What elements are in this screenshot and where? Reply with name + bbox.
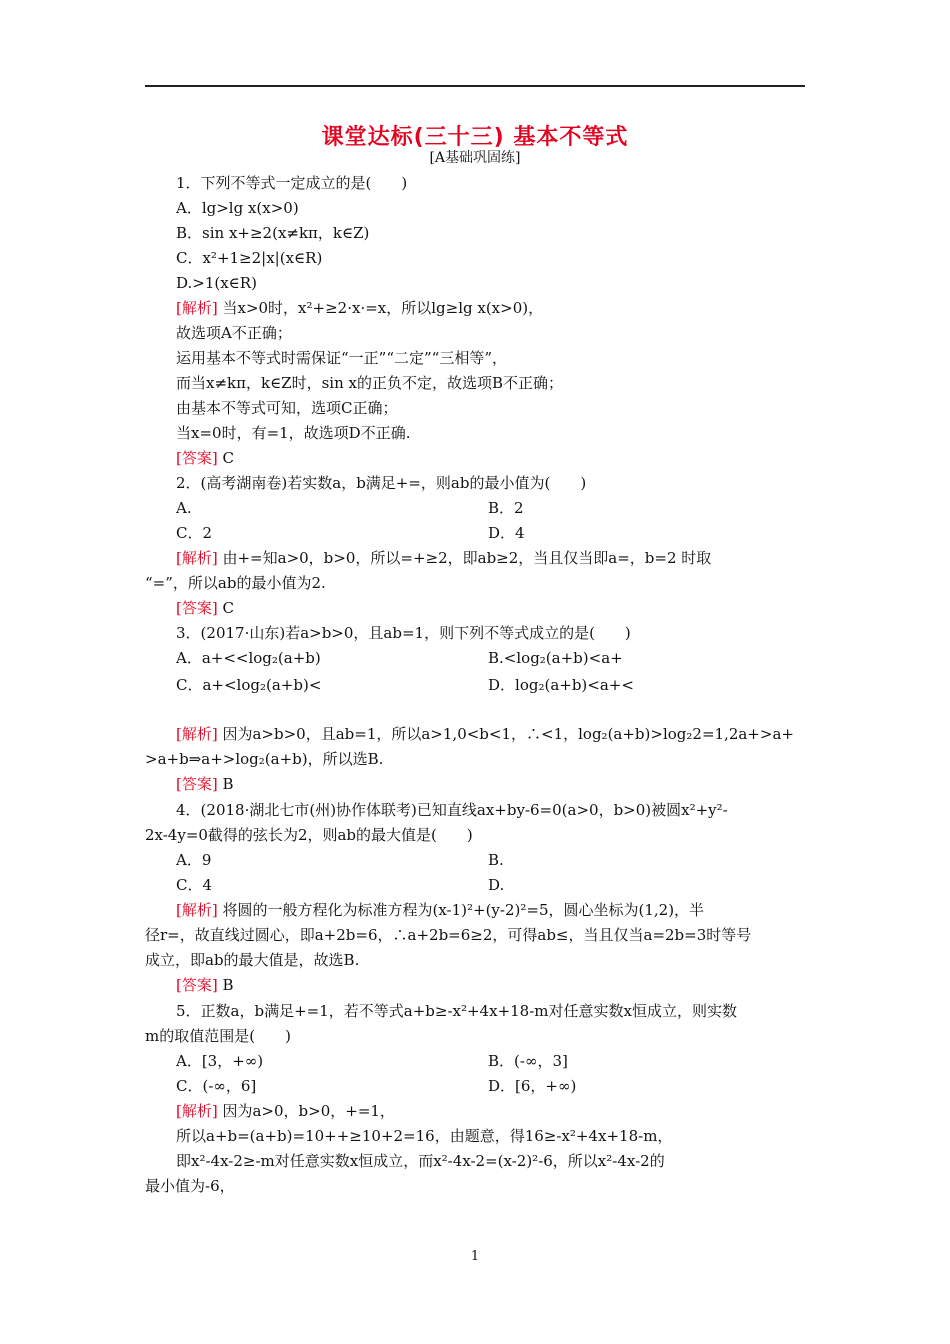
page-title: 课堂达标(三十三) 基本不等式 xyxy=(321,125,629,150)
answer-3 xyxy=(176,773,234,795)
option-5a: A．[3，+∞) xyxy=(176,1052,264,1070)
question-1: 1．下列不等式一定成立的是( ) xyxy=(176,174,408,192)
option-5c: C．(-∞，6] xyxy=(176,1077,257,1095)
answer-tag: [答案] xyxy=(176,775,218,793)
analysis-text: 因为a>b>0，且ab=1，所以a>1,0<b<1，∴<1，log₂(a+b)>log₂2=1,2a+>a+ xyxy=(217,725,794,743)
option-2b: B．2 xyxy=(488,499,524,517)
analysis-5-line4: 最小值为-6， xyxy=(145,1177,235,1195)
header-rule xyxy=(145,85,805,87)
page-number: 1 xyxy=(470,1249,480,1264)
analysis-5-line3: 即x²-4x-2≥-m对任意实数x恒成立，而x²-4x-2=(x-2)²-6，所以x²-4x-2的 xyxy=(176,1152,665,1170)
option-2d: D．4 xyxy=(488,524,525,542)
analysis-5-line1 xyxy=(176,1100,395,1122)
analysis-1-line3: 运用基本不等式时需保证“一正”“二定”“三相等”， xyxy=(176,349,508,367)
option-1a: A．lg>lg x(x>0) xyxy=(176,199,299,217)
analysis-2-line2: “=”，所以ab的最小值为2. xyxy=(145,574,326,592)
option-4a: A．9 xyxy=(176,851,212,869)
answer-tag: [答案] xyxy=(176,976,218,994)
analysis-text: 将圆的一般方程化为标准方程为(x-1)²+(y-2)²=5，圆心坐标为(1,2)，半 xyxy=(217,901,705,919)
option-1c: C．x²+1≥2|x|(x∈R) xyxy=(176,249,323,267)
option-3c: C．a+<log₂(a+b)< xyxy=(176,676,322,694)
analysis-1-line6: 当x=0时，有=1，故选项D不正确. xyxy=(176,424,411,442)
question-5-line2: m的取值范围是( ) xyxy=(145,1027,291,1045)
option-5d: D．[6，+∞) xyxy=(488,1077,577,1095)
analysis-tag: [解析] xyxy=(176,549,218,567)
analysis-3-line2: >a+b⇒a+>log₂(a+b)，所以选B. xyxy=(145,750,384,768)
analysis-text: 当x>0时，x²+≥2·x·=x，所以lg≥lg x(x>0)， xyxy=(217,299,544,317)
analysis-text: 因为a>0，b>0，+=1， xyxy=(217,1102,395,1120)
analysis-tag: [解析] xyxy=(176,901,218,919)
analysis-1-line5: 由基本不等式可知，选项C正确； xyxy=(176,399,398,417)
option-2a: A. xyxy=(176,499,192,517)
option-5b: B．(-∞，3] xyxy=(488,1052,568,1070)
question-3: 3．(2017·山东)若a>b>0，且ab=1，则下列不等式成立的是( ) xyxy=(176,624,631,642)
answer-text: B xyxy=(217,775,234,793)
analysis-1-line1 xyxy=(176,297,543,319)
option-4d: D. xyxy=(488,876,505,894)
analysis-text: 由+=知a>0，b>0，所以=+≥2，即ab≥2，当且仅当即a=，b=2 时取 xyxy=(217,549,712,567)
answer-tag: [答案] xyxy=(176,449,218,467)
answer-text: B xyxy=(217,976,234,994)
option-1d: D.>1(x∈R) xyxy=(176,274,257,292)
analysis-3-line1 xyxy=(176,723,794,745)
analysis-4-line2: 径r=，故直线过圆心，即a+2b=6，∴a+2b=6≥2，可得ab≤，当且仅当a=2b=3时等号 xyxy=(145,926,752,944)
analysis-1-line2: 故选项A不正确； xyxy=(176,324,292,342)
section-subtitle: [A基础巩固练] xyxy=(429,150,521,166)
option-3d: D．log₂(a+b)<a+< xyxy=(488,676,634,694)
analysis-1-line4: 而当x≠kπ，k∈Z时，sin x的正负不定，故选项B不正确； xyxy=(176,374,563,392)
question-4-line1: 4．(2018·湖北七市(州)协作体联考)已知直线ax+by-6=0(a>0，b>0)被圆x²+y²- xyxy=(176,801,728,819)
question-4-line2: 2x-4y=0截得的弦长为2，则ab的最大值是( ) xyxy=(145,826,473,844)
analysis-5-line2: 所以a+b=(a+b)=10++≥10+2=16，由题意，得16≥-x²+4x+18-m， xyxy=(176,1127,673,1145)
answer-4 xyxy=(176,974,234,996)
answer-text: C xyxy=(217,599,234,617)
analysis-tag: [解析] xyxy=(176,299,218,317)
option-3b: B.<log₂(a+b)<a+ xyxy=(488,649,623,667)
option-4b: B. xyxy=(488,851,504,869)
analysis-4-line3: 成立，即ab的最大值是，故选B. xyxy=(145,951,360,969)
option-2c: C．2 xyxy=(176,524,213,542)
answer-tag: [答案] xyxy=(176,599,218,617)
answer-1 xyxy=(176,447,234,469)
analysis-2-line1 xyxy=(176,547,711,569)
question-2: 2．(高考湖南卷)若实数a，b满足+=，则ab的最小值为( ) xyxy=(176,474,587,492)
analysis-tag: [解析] xyxy=(176,725,218,743)
option-4c: C．4 xyxy=(176,876,213,894)
answer-2 xyxy=(176,597,234,619)
question-5-line1: 5．正数a，b满足+=1，若不等式a+b≥-x²+4x+18-m对任意实数x恒成立，则实数 xyxy=(176,1002,737,1020)
option-1b: B．sin x+≥2(x≠kπ，k∈Z) xyxy=(176,224,370,242)
option-3a: A．a+<<log₂(a+b) xyxy=(176,649,321,667)
analysis-4-line1 xyxy=(176,899,704,921)
answer-text: C xyxy=(217,449,234,467)
analysis-tag: [解析] xyxy=(176,1102,218,1120)
